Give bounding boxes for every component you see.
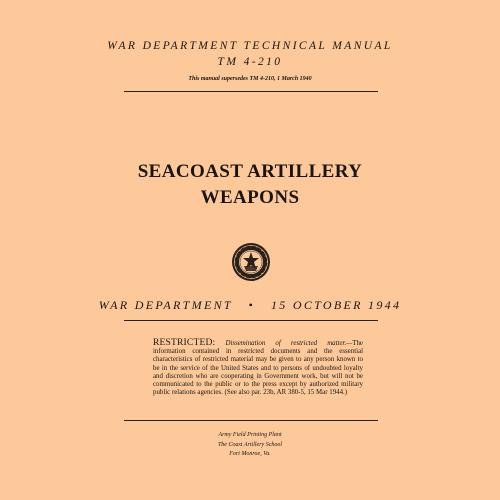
dateline-divider (124, 320, 378, 321)
imprint-line2: The Coast Artillery School (217, 441, 283, 448)
restricted-notice (153, 339, 363, 397)
dateline-department: WAR DEPARTMENT (98, 298, 233, 312)
imprint-line3: Fort Monroe, Va. (229, 451, 271, 457)
notice-divider (124, 420, 378, 421)
restricted-subtitle: Dissemination of restricted matter.— (225, 340, 353, 347)
war-department-seal-icon (231, 242, 271, 282)
dateline-date: 15 OCTOBER 1944 (270, 298, 402, 312)
imprint-line1: Army Field Printing Plant (218, 432, 282, 438)
department-dateline (0, 298, 500, 313)
dateline-separator: • (248, 298, 256, 312)
restricted-label: RESTRICTED: (153, 338, 216, 348)
header-divider (124, 91, 378, 92)
manual-number: TM 4-210 (217, 56, 283, 68)
supersedes-note: This manual supersedes TM 4-210, 1 March 1940 (188, 76, 312, 82)
printer-imprint (0, 431, 500, 460)
document-title-line1: SEACOAST ARTILLERY (137, 161, 363, 182)
document-title-line2: WEAPONS (200, 187, 300, 208)
manual-series-title: WAR DEPARTMENT TECHNICAL MANUAL (107, 40, 393, 52)
restricted-body: The information contained in restricted documents and the essential characteristics of restricted material may be given to any person known to be in the service of the United States and to persons of undoubted loyalty and discretion who are cooperating in Government work, but will not be communicated to the public or to the press except by authorized military public relations agencies. (See also par. 23b, AR 380-5, 15 Mar 1944.) (153, 340, 363, 397)
